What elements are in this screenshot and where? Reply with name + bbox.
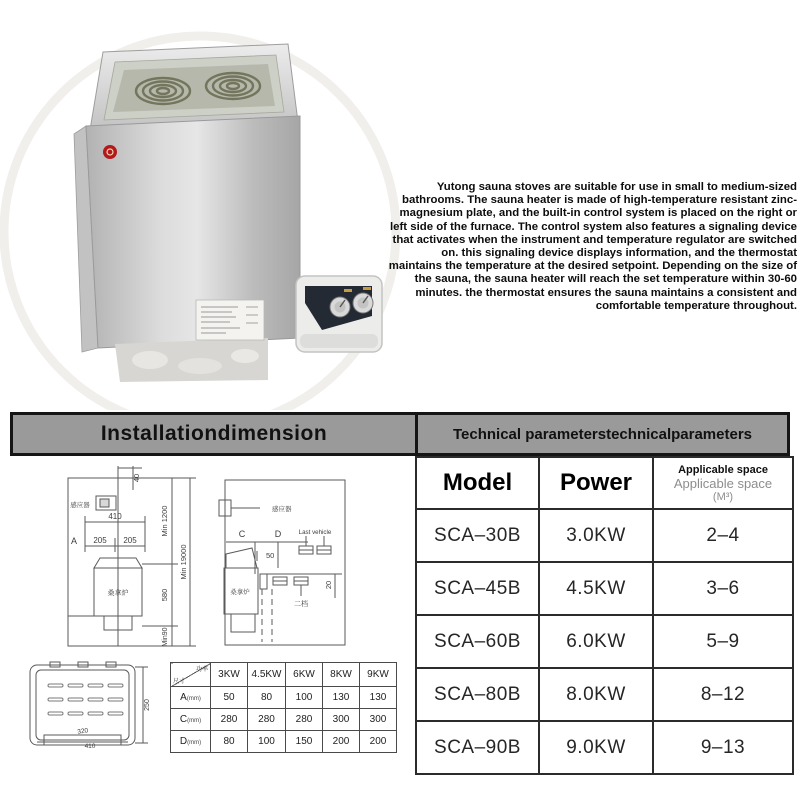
section-header-bar [10, 412, 790, 456]
size-col-header: 6KW [286, 663, 323, 687]
dim-250: 250 [144, 699, 151, 711]
dim-50: 50 [266, 551, 275, 560]
dim-205-right: 205 [123, 536, 137, 545]
label-d: D [274, 529, 282, 539]
size-col-header: 3KW [211, 663, 248, 687]
dim-min19000: Min 19000 [179, 544, 188, 580]
size-row-a: A(mm) 50 80 100 130 130 [171, 687, 397, 709]
timer-knob-icon [353, 293, 373, 313]
size-row-c: C(mm) 280 280 280 300 300 [171, 709, 397, 731]
stove-label-1: 桑拿炉 [107, 590, 129, 597]
dim-20: 20 [324, 580, 333, 590]
table-row: SCA–90B 9.0KW 9–13 [416, 721, 793, 774]
stove-label-2: 桑拿炉 [230, 589, 250, 596]
brand-logo-mark [103, 145, 117, 159]
size-col-header: 8KW [323, 663, 360, 687]
size-row-d: D(mm) 80 100 150 200 200 [171, 731, 397, 753]
bench-top-icons [299, 536, 331, 554]
dimension-size-table [170, 662, 397, 753]
controller-illustration [296, 276, 382, 352]
spec-label [196, 300, 264, 340]
product-description: Yutong sauna stoves are suitable for use in small to medium-sized bathrooms. The sauna heater is made of high-temperature resistant zinc-magnesium plate, and the built-in control system is placed on the right or left side of the furnace. The control system also features a signaling device that activates when the instrument and temperature regulator are switched on. this signaling device displays information, and the thermostat maintains the temperature at the desired setpoint. Depending on the size of the sauna, the sauna heater will reach the set temperature within 30-60 minutes. the thermostat ensures the sauna maintains a consistent and comfortable temperature throughout. [388, 181, 797, 312]
dim-580: 580 [160, 588, 169, 602]
heater-top-view-diagram [30, 662, 148, 745]
installation-dimension-header: Installationdimension [13, 415, 418, 453]
table-row: SCA–60B 6.0KW 5–9 [416, 615, 793, 668]
last-vehicle-label: Last vehicle [298, 529, 332, 536]
col-header-power: Power [539, 457, 653, 509]
dim-320: 320 [76, 727, 89, 736]
dim-min1200: Min 1200 [160, 505, 169, 537]
corner-cell: 功率 尺寸 [171, 663, 211, 687]
room-top-view-diagram [68, 466, 196, 646]
dim-410-bottom: 410 [84, 743, 96, 750]
technical-parameters-table [415, 456, 794, 775]
dim-205-left: 205 [93, 536, 107, 545]
room-side-view-diagram [219, 480, 345, 645]
col-header-model: Model [416, 457, 539, 509]
dim-min90: Min90 [162, 627, 169, 647]
size-col-header: 4.5KW [248, 663, 286, 687]
dim-40: 40 [132, 473, 141, 483]
bench-label: 二档 [294, 601, 308, 608]
technical-parameters-header: Technical parameterstechnicalparameters [452, 425, 753, 443]
table-row: SCA–30B 3.0KW 2–4 [416, 509, 793, 562]
table-row: SCA–45B 4.5KW 3–6 [416, 562, 793, 615]
label-a: A [70, 536, 78, 546]
col-header-space: Applicable space Applicable space (M³) [653, 457, 793, 509]
label-c: C [238, 529, 246, 539]
sensor-label-2: 感应器 [272, 506, 292, 513]
sensor-label-1: 感应器 [70, 502, 90, 509]
size-col-header: 9KW [360, 663, 397, 687]
grille-slots-icon [48, 684, 123, 715]
table-row: SCA–80B 8.0KW 8–12 [416, 668, 793, 721]
sauna-stove-illustration [74, 44, 300, 382]
dim-410: 410 [108, 512, 122, 521]
thermostat-knob-icon [330, 297, 350, 317]
